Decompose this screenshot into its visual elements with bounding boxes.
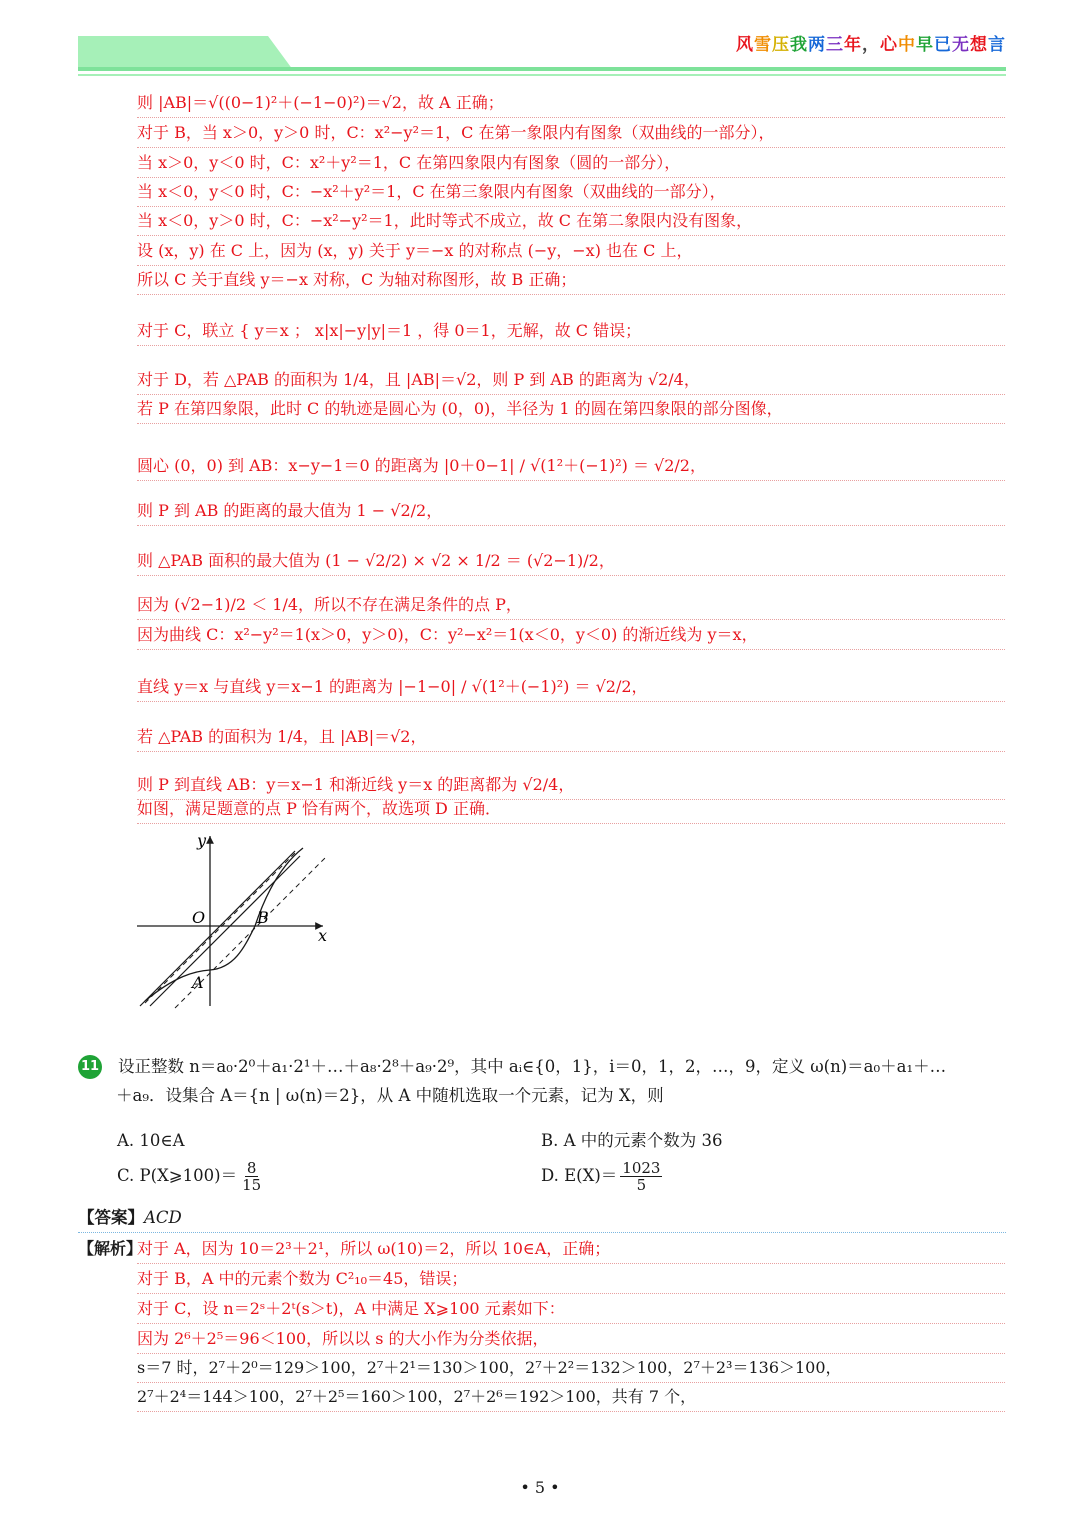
solution-line: 设 (x，y) 在 C 上，因为 (x，y) 关于 y＝−x 的对称点 (−y，−x) 也在 C 上， [137,236,1005,266]
page-number: • 5 • [520,1478,560,1497]
motto-char: 我 [790,35,808,55]
option-d[interactable] [541,1160,665,1193]
solution-line: 直线 y＝x 与直线 y＝x−1 的距离为 |−1−0| / √(1²＋(−1)²) ＝ √2/2， [137,652,1005,702]
motto-char: 心 [880,35,898,55]
option-c-den: 15 [242,1176,262,1194]
solution-line: 则 P 到 AB 的距离的最大值为 1 − √2/2， [137,484,1005,526]
solution-line: 圆心 (0，0) 到 AB：x−y−1＝0 的距离为 |0＋0−1| / √(1²＋(−1)²) ＝ √2/2， [137,425,1005,481]
header-band [78,36,293,70]
motto-char: 早 [916,35,934,55]
question-number-badge: 11 [78,1055,102,1079]
option-d-fraction [620,1160,662,1193]
x-label: x [318,926,328,945]
answer-value: ACD [144,1208,182,1227]
analysis-label: 【解析】 [78,1239,143,1258]
solution-line: 因为曲线 C：x²−y²＝1(x＞0，y＞0)，C：y²−x²＝1(x＜0，y＜0) 的渐近线为 y＝x， [137,620,1005,650]
solution-line: 当 x＞0，y＜0 时，C：x²＋y²＝1，C 在第四象限内有图象（圆的一部分）， [137,148,1005,178]
solution-line: 所以 C 关于直线 y＝−x 对称，C 为轴对称图形，故 B 正确； [137,265,1005,295]
option-a[interactable]: A. 10∈A [117,1131,185,1150]
solution-line: 则 P 到直线 AB：y＝x−1 和渐近线 y＝x 的距离都为 √2/4， [137,758,1005,800]
motto-char: 中 [898,35,916,55]
motto-char: 三 [826,35,844,55]
stem-line-1: 设正整数 n＝a₀·2⁰＋a₁·2¹＋…＋a₈·2⁸＋a₉·2⁹，其中 aᵢ∈{0，1}，i＝0，1，2，…，9，定义 ω(n)＝a₀＋a₁＋… [118,1057,947,1076]
solution-line: 如图，满足题意的点 P 恰有两个，故选项 D 正确． [137,794,1005,824]
solution-line: 对于 C，联立 { y＝x ； x|x|−y|y|＝1 ，得 0＝1，无解，故 C 错误； [137,296,1005,346]
hyperbola-figure [135,826,335,1011]
header-rule [78,67,1006,71]
point-a-label: A [192,973,204,992]
motto-char: 风 [736,35,754,55]
analysis-line: s＝7 时，2⁷＋2⁰＝129＞100，2⁷＋2¹＝130＞100，2⁷＋2²＝132＞100，2⁷＋2³＝136＞100， [137,1355,1005,1383]
option-c-prefix: C. P(X⩾100)＝ [117,1166,238,1185]
solution-line: 若 △PAB 的面积为 1/4，且 |AB|＝√2， [137,712,1005,752]
analysis-line: 对于 C，设 n＝2ˢ＋2ᵗ(s＞t)，A 中满足 X⩾100 元素如下： [137,1296,1005,1324]
option-d-num: 1023 [622,1159,661,1177]
header-rule-thin [78,74,1006,76]
line-ab [150,856,300,1006]
motto-char: 想 [970,35,988,55]
option-d-den: 5 [636,1176,647,1194]
motto-char: 两 [808,35,826,55]
solution-line: 则 |AB|＝√((0−1)²＋(−1−0)²)＝√2，故 A 正确； [137,88,1005,118]
analysis-line: 对于 A，因为 10＝2³＋2¹，所以 ω(10)＝2，所以 10∈A，正确； [137,1236,1005,1264]
point-b-label: B [257,908,269,927]
y-label: y [197,831,207,850]
stem-line-2: ＋a₉．设集合 A＝{n | ω(n)＝2}，从 A 中随机选取一个元素，记为 X，则 [116,1086,664,1105]
motto-char: 言 [988,35,1006,55]
line-y-eq-x [140,851,295,1006]
option-b[interactable]: B. A 中的元素个数为 36 [541,1131,723,1150]
analysis-line: 对于 B，A 中的元素个数为 C²₁₀＝45，错误； [137,1266,1005,1294]
solution-line: 当 x＜0，y＜0 时，C：−x²＋y²＝1，C 在第三象限内有图象（双曲线的一部分）， [137,177,1005,207]
analysis-line: 因为 2⁶＋2⁵＝96＜100，所以以 s 的大小作为分类依据， [137,1326,1005,1354]
motto-char: 雪 [754,35,772,55]
motto-char: 年 [844,35,862,55]
motto-char: 无 [952,35,970,55]
analysis-line: 2⁷＋2⁴＝144＞100，2⁷＋2⁵＝160＞100，2⁷＋2⁶＝192＞100，共有 7 个， [137,1384,1005,1412]
answer-line [78,1206,1006,1233]
option-c[interactable] [117,1160,266,1193]
option-c-fraction [240,1160,263,1193]
origin-label: O [192,908,206,927]
motto-char: ， [862,35,880,55]
solution-line: 对于 D，若 △PAB 的面积为 1/4，且 |AB|＝√2，则 P 到 AB 的距离为 √2/4， [137,347,1005,395]
solution-line: 若 P 在第四象限，此时 C 的轨迹是圆心为 (0，0)，半径为 1 的圆在第四象限的部分图像， [137,394,1005,424]
motto-char: 已 [934,35,952,55]
dashed-line-upper [145,853,295,1003]
option-d-prefix: D. E(X)＝ [541,1166,618,1185]
solution-line: 当 x＜0，y＞0 时，C：−x²−y²＝1，此时等式不成立，故 C 在第二象限内没有图象， [137,206,1005,236]
motto-char: 压 [772,35,790,55]
solution-line: 则 △PAB 面积的最大值为 (1 − √2/2) × √2 × 1/2 ＝ (√2−1)/2， [137,530,1005,576]
solution-line: 因为 (√2−1)/2 ＜ 1/4，所以不存在满足条件的点 P， [137,580,1005,620]
header-motto [736,30,1006,55]
option-c-num: 8 [246,1159,257,1177]
solution-line: 对于 B，当 x＞0，y＞0 时，C：x²−y²＝1，C 在第一象限内有图象（双曲线的一部分）， [137,118,1005,148]
answer-label: 【答案】 [78,1208,144,1227]
question-11-stem [118,1052,998,1110]
